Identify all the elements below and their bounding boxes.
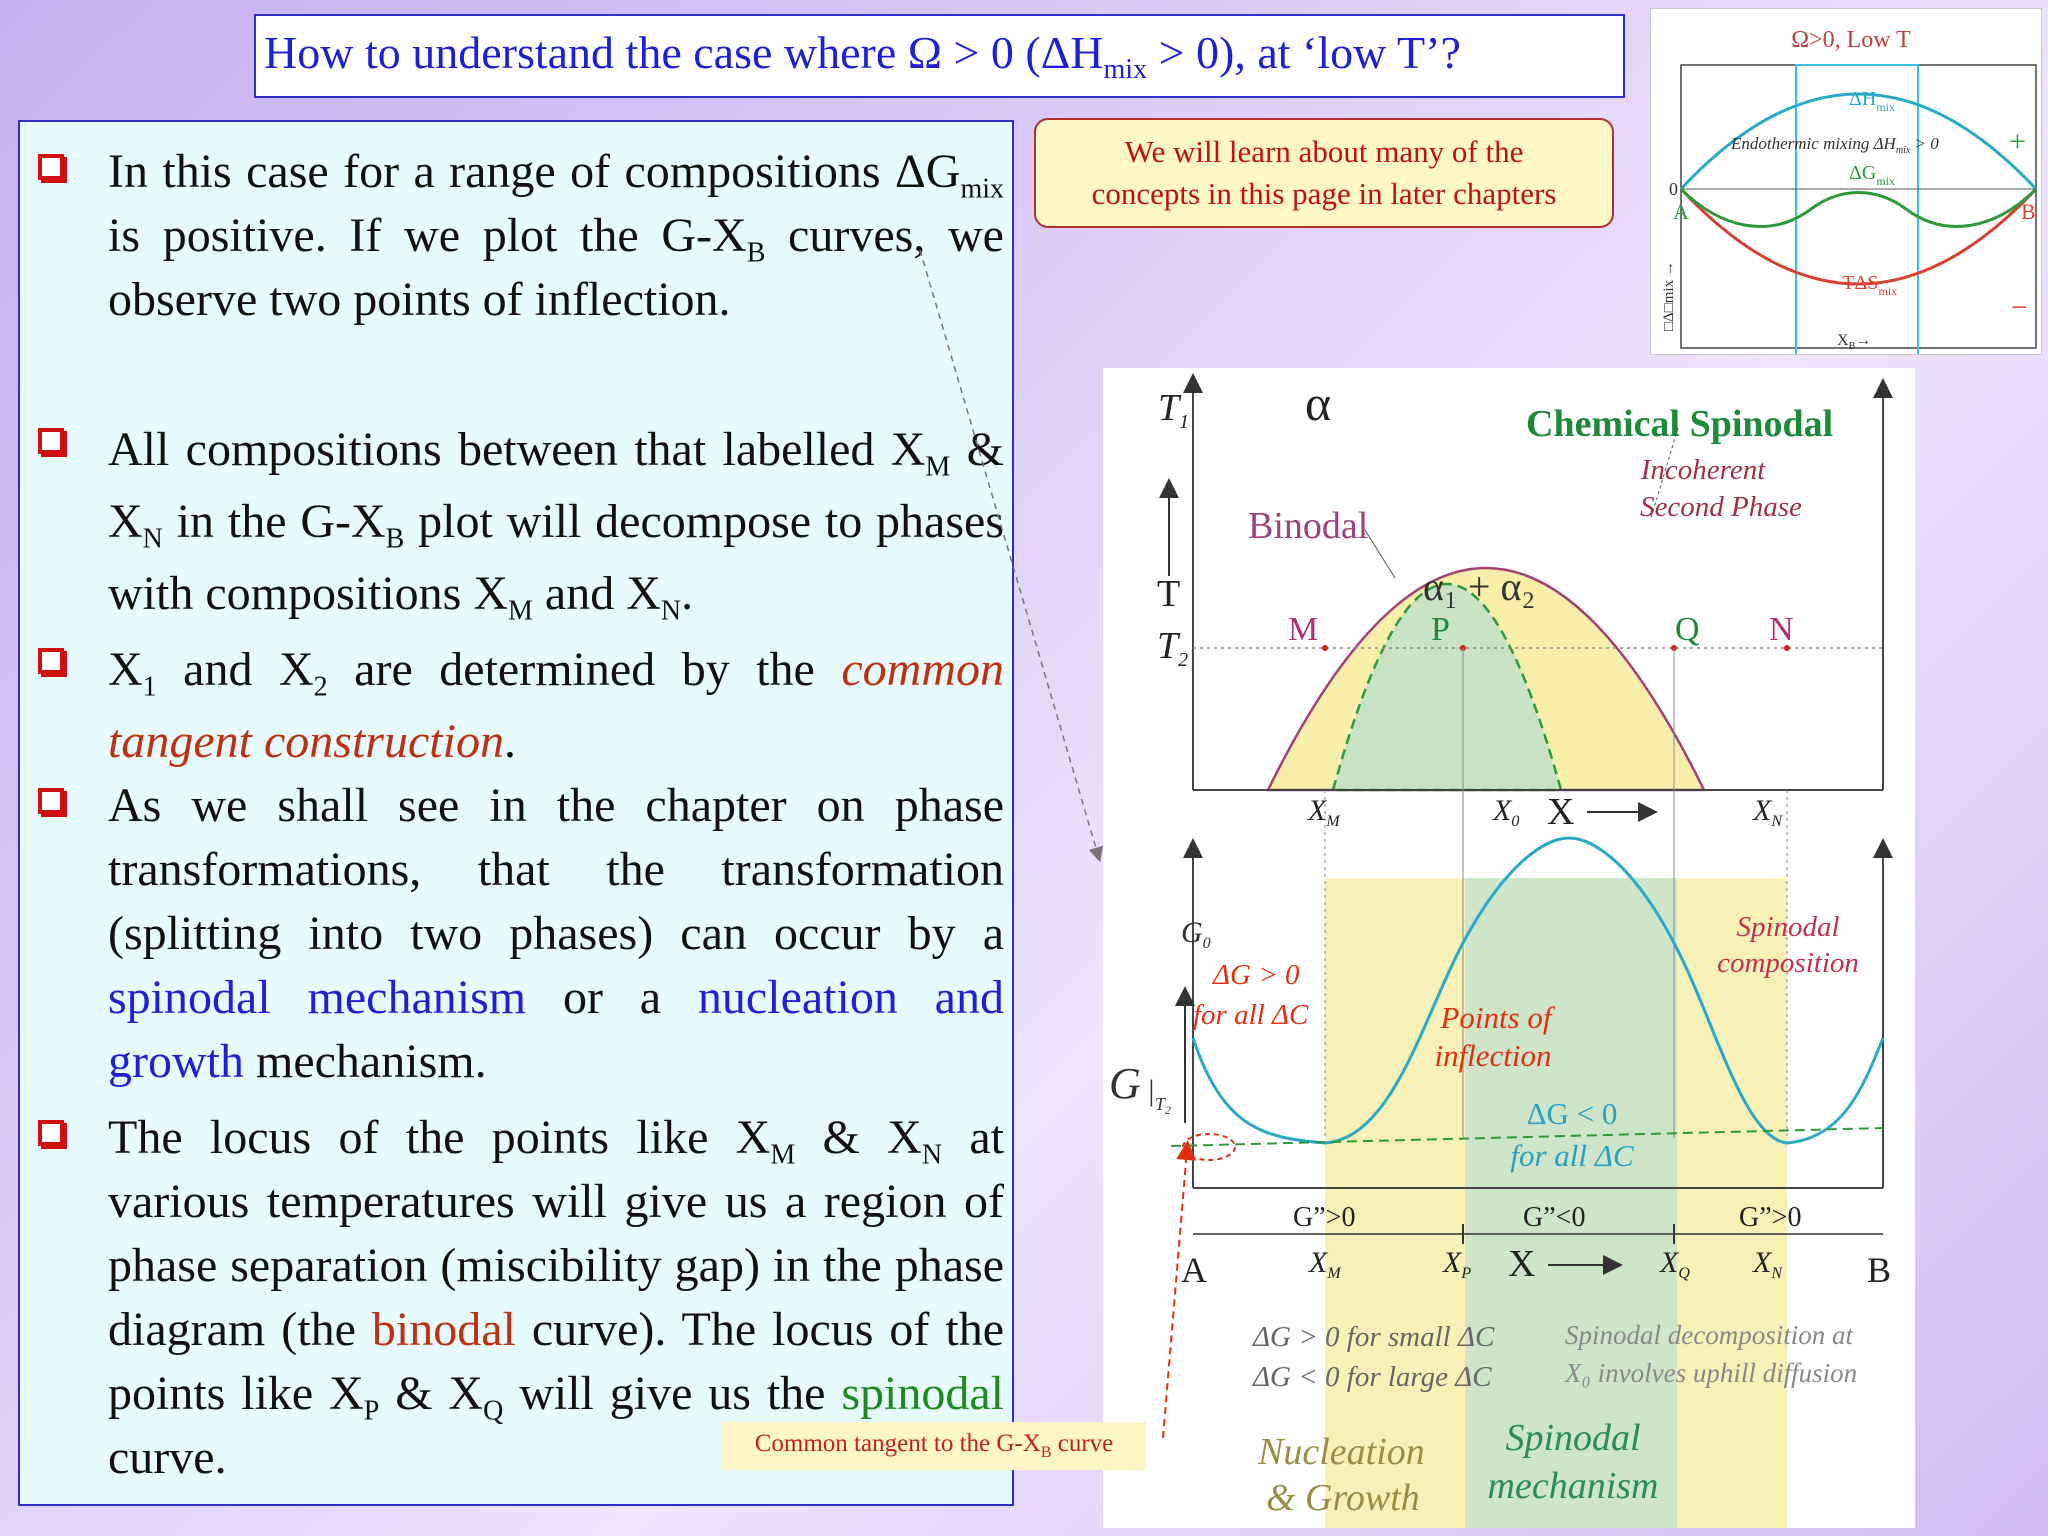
bullet-text: All compositions between that labelled $X_M$ & $X_N$ in the $G-X_B$ plot will decompose to phases with compositions $X_M$ and $X_N$. [108,423,1005,627]
points-of-inflection-label-1: Points of [1440,1000,1552,1035]
n-label: N [1769,611,1794,648]
gpp-positive-left: G”>0 [1293,1202,1356,1233]
note-line-1: We will learn about many of the [1124,134,1524,169]
binodal-label: Binodal [1248,505,1369,547]
g-xn-label: $X_N$ [1753,1246,1782,1282]
spinodal-mechanism-label-2: mechanism [1487,1465,1659,1507]
xn-tick-label: $X_N$ [1753,794,1782,830]
bullet-text: As we shall see in the chapter on phase transformations, that the transformation (splitting into two phases) can occur by a spinodal mechanism or a nucleation and growth mechanism. [108,779,1004,1088]
forall-dc-label: for all ΔC [1193,999,1309,1031]
bullet-text: The locus of the points like $X_M$ & $X_N$ at various temperatures will give us a region of phase separation (miscibility gap) in the phase diagram (the binodal curve). The locus of the points like $X_P$ & $X_Q$ will give us the spinodal curve. [108,1111,1005,1484]
connector-arrow [920,250,1098,855]
xm-tick-label: $X_M$ [1308,794,1340,830]
p-label: P [1431,611,1450,648]
inset-tds-label: $-T\Delta S_{mix}$ [1831,272,1898,298]
t1-label: $T_1$ [1158,387,1190,433]
bullet-text: In this case for a range of compositions $\Delta G_{mix}$ is positive. If we plot the $G-X_B$ curves, we observe two points of inflection. [108,145,1004,326]
g-xp-label: $X_P$ [1443,1246,1472,1282]
chemical-spinodal-label: Chemical Spinodal [1526,403,1834,445]
inset-endo-label: Endothermic mixing $\Delta H_{mix} > 0$ [1731,134,1939,156]
inset-zero-label: 0 [1669,179,1678,199]
points-of-inflection-label-2: inflection [1434,1038,1552,1073]
common-tangent-phrase: common tangent construction [108,643,1005,768]
spinodal-composition-label-1: Spinodal [1736,911,1840,943]
inset-title: Ω>0, Low T [1791,27,1911,53]
alpha-label: α [1305,375,1332,431]
inset-minus-label: − [2011,291,2028,324]
incoherent-label: Incoherent [1640,454,1766,486]
common-tangent-callout [722,1422,1146,1470]
nucleation-label-1: Nucleation [1258,1431,1425,1473]
t2-label: $T_2$ [1157,625,1189,671]
callout-text: Common tangent to the $G-X_B$ curve [754,1430,1114,1461]
spinodal-decomp-label-1: Spinodal decomposition at [1565,1320,1853,1350]
g-xq-label: $X_Q$ [1660,1246,1690,1282]
q-label: Q [1675,611,1700,648]
g0-label: $G_0$ [1181,916,1211,952]
forall-dc-label-2: for all ΔC [1510,1138,1634,1173]
gpp-positive-right: G”>0 [1739,1202,1802,1233]
dg-negative-label: ΔG < 0 [1526,1096,1618,1131]
t-label: T [1157,573,1181,615]
spinodal-mechanism-label-1: Spinodal [1505,1417,1641,1459]
inset-dh-label: $\Delta H_{mix}$ [1849,88,1895,114]
second-phase-label: Second Phase [1640,491,1802,523]
inset-a-label: A [1673,199,1689,224]
small-dc-label: ΔG > 0 for small ΔC [1253,1321,1495,1353]
inset-plus-label: + [2009,125,2026,158]
m-label: M [1288,611,1319,648]
a-label: A [1181,1250,1207,1290]
g-xm-label: $X_M$ [1309,1246,1341,1282]
x0-tick-label: $X_0$ [1493,794,1520,830]
inset-dg-label: $\Delta G_{mix}$ [1849,162,1895,188]
g-x-label: X [1508,1243,1536,1285]
nucleation-label-2: & Growth [1266,1477,1420,1519]
alpha1-alpha2-label: α₁ + α₂ [1423,564,1536,609]
inset-yaxis-label: □Δ□mix → [1661,261,1677,331]
large-dc-label: ΔG < 0 for large ΔC [1253,1361,1492,1393]
inset-xb-label: $X_B\to$ [1837,332,1872,352]
x-axis-label: X [1547,791,1575,833]
b-label: B [1867,1250,1892,1290]
gpp-negative: G”<0 [1523,1202,1586,1233]
spinodal-decomp-label-2: X₀ involves uphill diffusion [1565,1358,1858,1388]
title-text: How to understand the case where Ω > 0 $(\Delta H_{mix} > 0)$, at ‘low T’? [264,26,1461,86]
inset-b-label: B [2021,199,2036,224]
bullet-text: $X_1$ and $X_2$ are determined by the common tangent construction. [108,643,1005,768]
dg-positive-label: ΔG > 0 [1213,959,1300,991]
note-line-2: concepts in this page in later chapters [1091,176,1557,211]
g-t2-label: G $|_T2$ [1109,1059,1172,1117]
spinodal-composition-label-2: composition [1717,947,1859,979]
